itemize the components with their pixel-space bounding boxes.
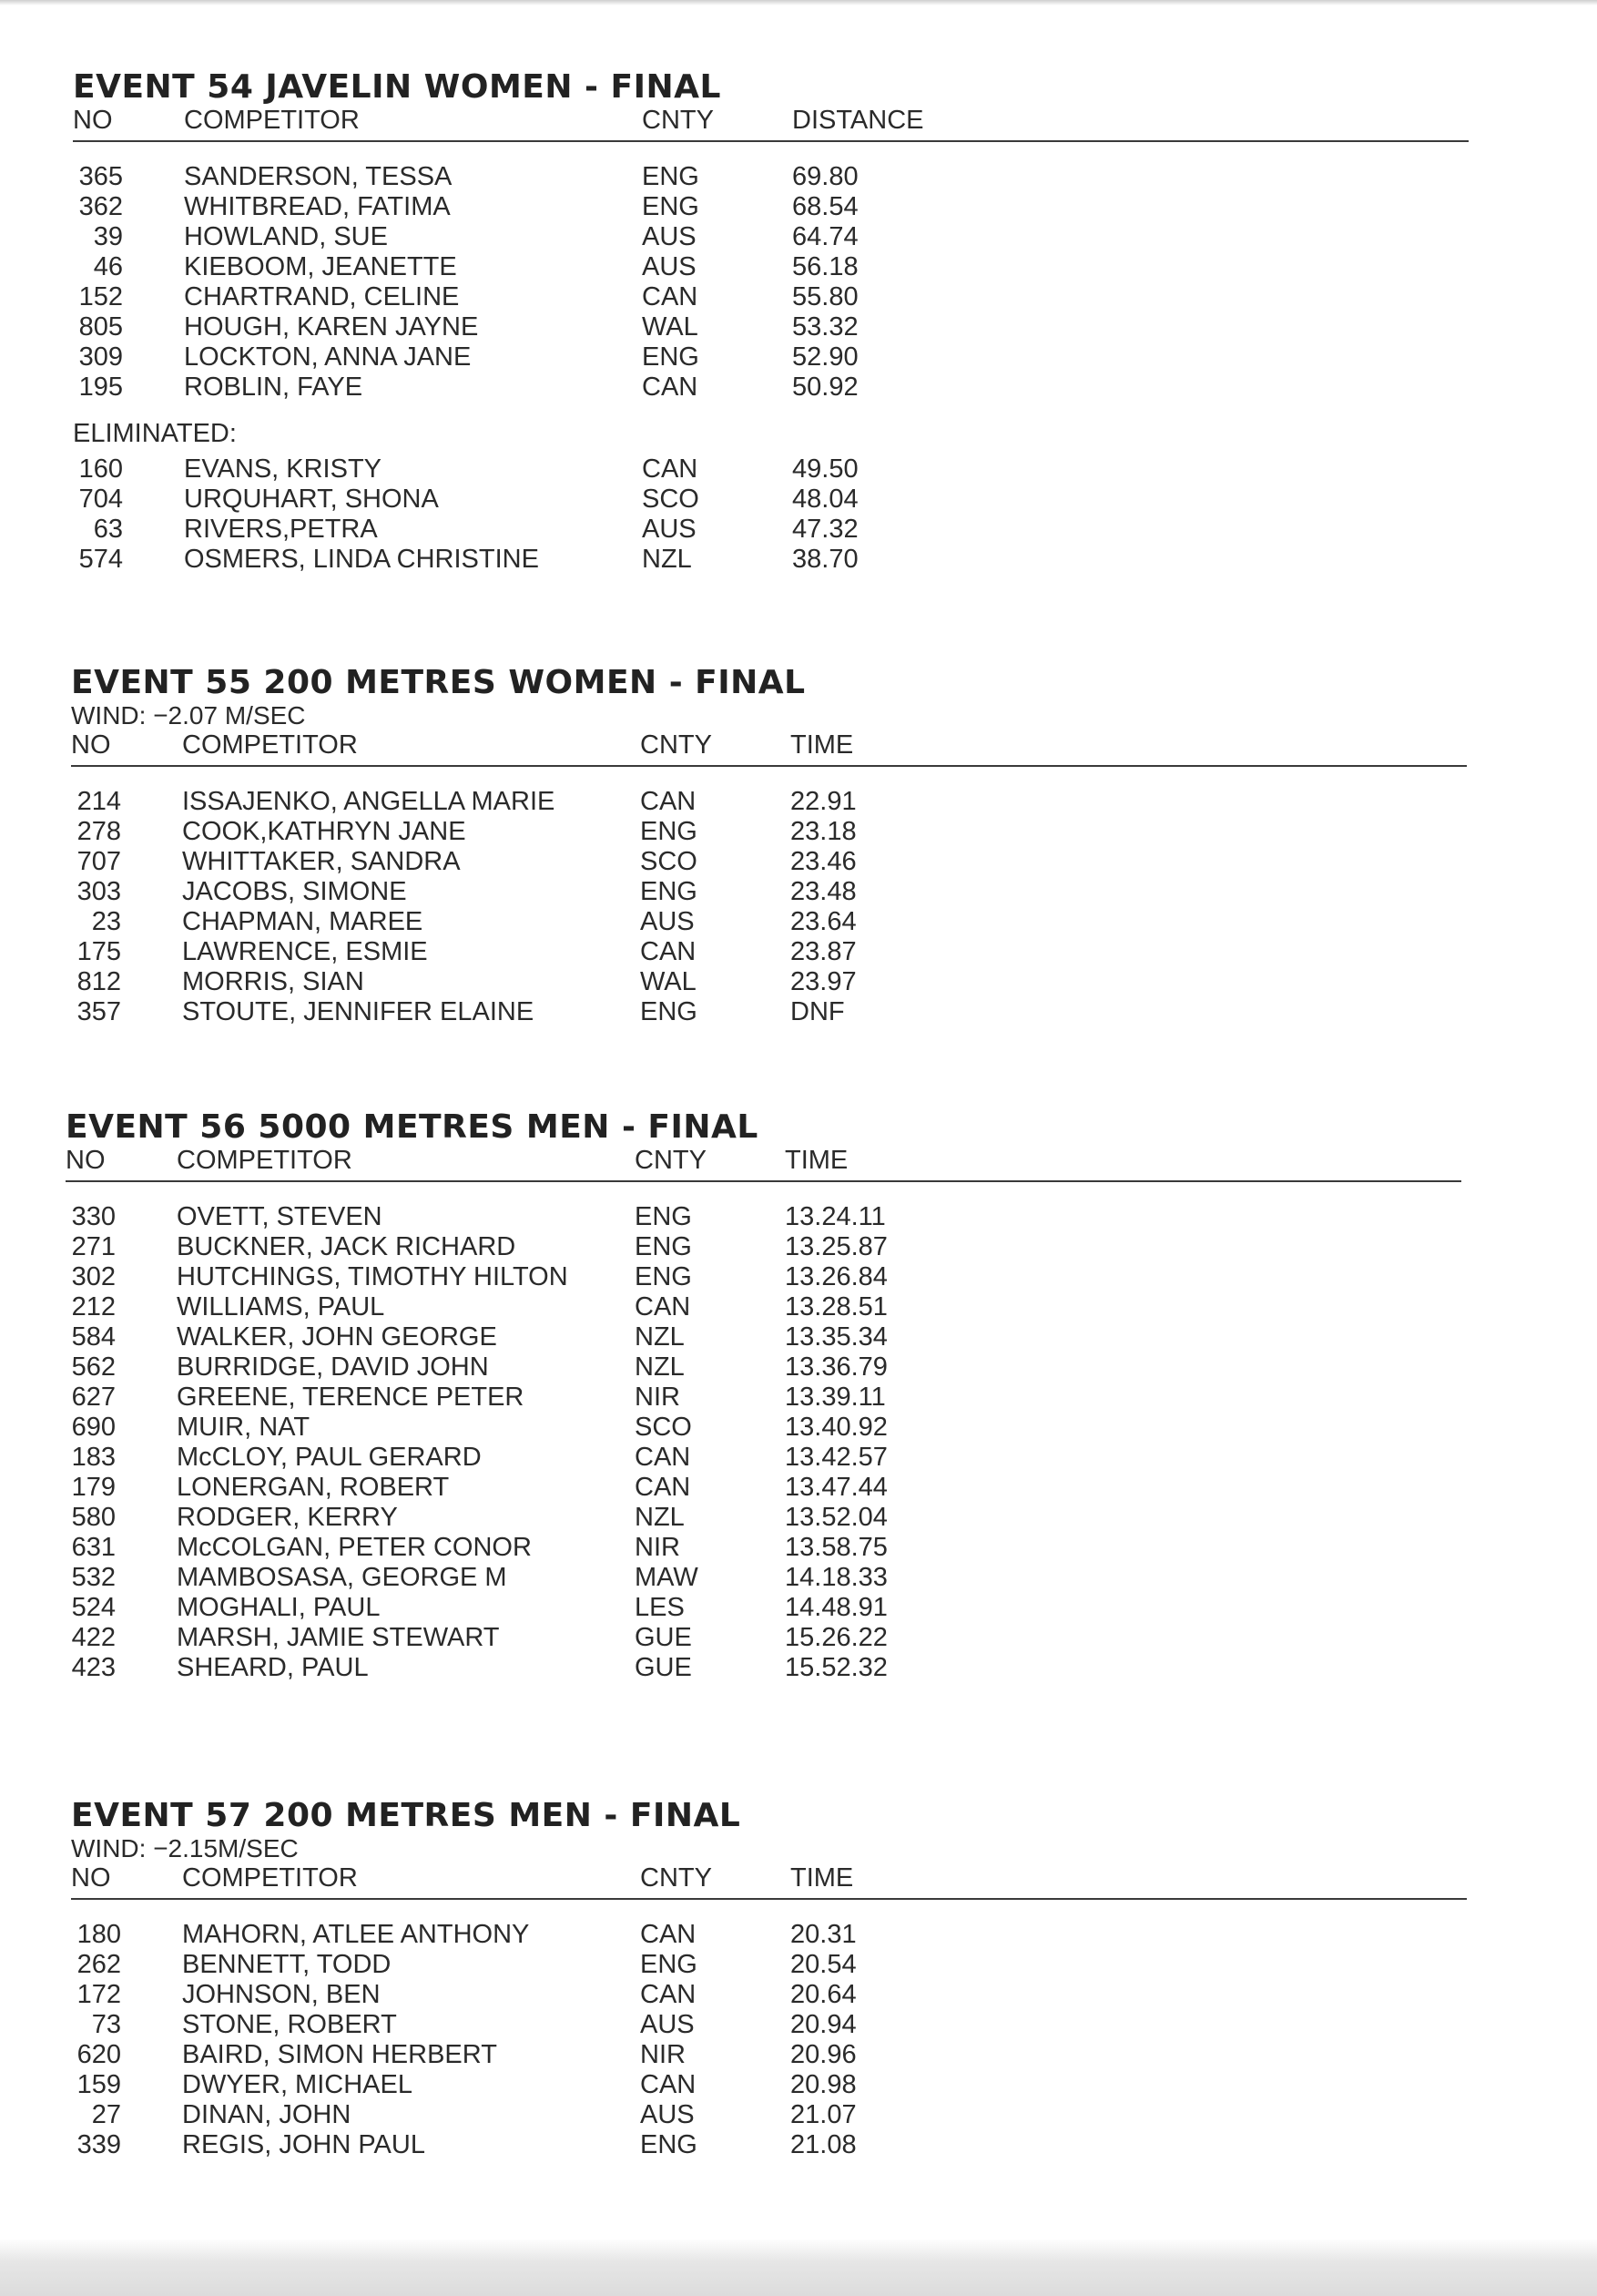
competitor-name: CHAPMAN, MAREE bbox=[182, 907, 423, 936]
competitor-name: DWYER, MICHAEL bbox=[182, 2070, 412, 2099]
result-row bbox=[73, 162, 1475, 192]
column-headers bbox=[71, 1863, 1473, 1896]
event-title: EVENT 56 5000 METRES MEN - FINAL bbox=[66, 1108, 758, 1146]
header-rule bbox=[71, 765, 1467, 767]
country-code: SCO bbox=[642, 485, 699, 514]
country-code: AUS bbox=[640, 2010, 695, 2039]
competitor-number: 195 bbox=[78, 372, 123, 402]
competitor-name: MAHORN, ATLEE ANTHONY bbox=[182, 1920, 530, 1949]
country-code: NZL bbox=[642, 545, 692, 574]
competitor-name: LONERGAN, ROBERT bbox=[177, 1473, 450, 1502]
result-value: 68.54 bbox=[792, 192, 859, 221]
competitor-number: 302 bbox=[71, 1262, 116, 1291]
result-value: 52.90 bbox=[792, 342, 859, 372]
competitor-name: MORRIS, SIAN bbox=[182, 967, 364, 996]
header-distance: DISTANCE bbox=[792, 106, 924, 135]
result-value: 64.74 bbox=[792, 222, 859, 251]
result-row bbox=[73, 515, 1475, 545]
header-cnty: CNTY bbox=[640, 730, 712, 760]
result-row bbox=[73, 485, 1475, 515]
competitor-number: 805 bbox=[78, 312, 123, 342]
result-value: 38.70 bbox=[792, 545, 859, 574]
competitor-number: 362 bbox=[78, 192, 123, 221]
result-value: 13.28.51 bbox=[785, 1292, 888, 1321]
competitor-number: 812 bbox=[76, 967, 121, 996]
result-value: 20.96 bbox=[790, 2040, 857, 2069]
event-54-section bbox=[73, 69, 1475, 575]
result-row bbox=[71, 2010, 1473, 2040]
result-row bbox=[71, 2100, 1473, 2130]
result-value: 13.52.04 bbox=[785, 1503, 888, 1532]
result-value: 15.52.32 bbox=[785, 1653, 888, 1682]
result-value: 13.39.11 bbox=[785, 1383, 886, 1412]
event-56-section bbox=[66, 1109, 1468, 1683]
result-row bbox=[66, 1623, 1468, 1653]
result-row bbox=[71, 997, 1473, 1027]
competitor-name: WALKER, JOHN GEORGE bbox=[177, 1322, 497, 1352]
column-headers bbox=[73, 106, 1475, 138]
country-code: NZL bbox=[635, 1352, 685, 1382]
competitor-number: 175 bbox=[76, 937, 121, 966]
result-value: 23.18 bbox=[790, 817, 857, 846]
competitor-number: 532 bbox=[71, 1563, 116, 1592]
country-code: CAN bbox=[642, 282, 698, 311]
header-time: TIME bbox=[785, 1146, 849, 1175]
country-code: GUE bbox=[635, 1623, 692, 1652]
result-value: 23.46 bbox=[790, 847, 857, 876]
competitor-name: OVETT, STEVEN bbox=[177, 1202, 382, 1231]
result-value: 20.31 bbox=[790, 1920, 857, 1949]
results-list bbox=[73, 162, 1475, 403]
country-code: WAL bbox=[640, 967, 697, 996]
header-competitor: COMPETITOR bbox=[182, 730, 358, 760]
country-code: ENG bbox=[640, 1950, 697, 1979]
result-row bbox=[66, 1383, 1468, 1413]
competitor-number: 271 bbox=[71, 1232, 116, 1261]
competitor-number: 422 bbox=[71, 1623, 116, 1652]
country-code: CAN bbox=[640, 1980, 697, 2009]
event-title: EVENT 57 200 METRES MEN - FINAL bbox=[71, 1797, 741, 1834]
country-code: ENG bbox=[635, 1202, 692, 1231]
competitor-name: STOUTE, JENNIFER ELAINE bbox=[182, 997, 534, 1026]
country-code: ENG bbox=[640, 817, 697, 846]
result-row bbox=[73, 342, 1475, 372]
result-row bbox=[66, 1292, 1468, 1322]
country-code: CAN bbox=[640, 2070, 697, 2099]
result-row bbox=[71, 967, 1473, 997]
result-row bbox=[71, 877, 1473, 907]
eliminated-list bbox=[73, 454, 1475, 575]
result-value: 14.48.91 bbox=[785, 1593, 888, 1622]
country-code: CAN bbox=[635, 1473, 691, 1502]
column-headers bbox=[71, 730, 1473, 763]
page-bottom-edge bbox=[0, 2239, 1597, 2296]
competitor-name: MOGHALI, PAUL bbox=[177, 1593, 381, 1622]
result-value: 23.87 bbox=[790, 937, 857, 966]
country-code: ENG bbox=[640, 2130, 697, 2159]
result-value: 55.80 bbox=[792, 282, 859, 311]
result-value: 23.97 bbox=[790, 967, 857, 996]
competitor-number: 309 bbox=[78, 342, 123, 372]
result-row bbox=[66, 1202, 1468, 1232]
country-code: NZL bbox=[635, 1503, 685, 1532]
result-row bbox=[71, 907, 1473, 937]
competitor-name: MUIR, NAT bbox=[177, 1413, 310, 1442]
result-value: 13.58.75 bbox=[785, 1533, 888, 1562]
result-row bbox=[73, 312, 1475, 342]
result-row bbox=[73, 222, 1475, 252]
competitor-name: HOWLAND, SUE bbox=[184, 222, 388, 251]
event-title: EVENT 54 JAVELIN WOMEN - FINAL bbox=[73, 68, 721, 106]
result-row bbox=[66, 1262, 1468, 1292]
competitor-number: 180 bbox=[76, 1920, 121, 1949]
competitor-name: CHARTRAND, CELINE bbox=[184, 282, 460, 311]
competitor-number: 278 bbox=[76, 817, 121, 846]
result-value: 13.24.11 bbox=[785, 1202, 886, 1231]
competitor-number: 183 bbox=[71, 1443, 116, 1472]
competitor-name: BURRIDGE, DAVID JOHN bbox=[177, 1352, 489, 1382]
result-row bbox=[71, 1920, 1473, 1950]
competitor-number: 212 bbox=[71, 1292, 116, 1321]
event-57-section bbox=[71, 1798, 1473, 2160]
competitor-number: 524 bbox=[71, 1593, 116, 1622]
country-code: ENG bbox=[635, 1262, 692, 1291]
result-value: 20.94 bbox=[790, 2010, 857, 2039]
competitor-number: 39 bbox=[93, 222, 123, 251]
result-row bbox=[71, 847, 1473, 877]
eliminated-label: ELIMINATED: bbox=[73, 419, 237, 448]
competitor-name: STONE, ROBERT bbox=[182, 2010, 397, 2039]
result-row bbox=[66, 1473, 1468, 1503]
competitor-name: WILLIAMS, PAUL bbox=[177, 1292, 385, 1321]
competitor-number: 704 bbox=[78, 485, 123, 514]
competitor-name: BAIRD, SIMON HERBERT bbox=[182, 2040, 497, 2069]
result-row bbox=[66, 1653, 1468, 1683]
country-code: CAN bbox=[642, 372, 698, 402]
result-value: 69.80 bbox=[792, 162, 859, 191]
header-rule bbox=[71, 1898, 1467, 1900]
result-row bbox=[66, 1232, 1468, 1262]
result-row bbox=[66, 1593, 1468, 1623]
competitor-name: WHITTAKER, SANDRA bbox=[182, 847, 461, 876]
result-row bbox=[71, 817, 1473, 847]
competitor-name: HOUGH, KAREN JAYNE bbox=[184, 312, 479, 342]
competitor-number: 303 bbox=[76, 877, 121, 906]
result-value: 13.40.92 bbox=[785, 1413, 888, 1442]
result-value: 23.48 bbox=[790, 877, 857, 906]
result-value: 53.32 bbox=[792, 312, 859, 342]
country-code: ENG bbox=[642, 192, 699, 221]
competitor-name: COOK,KATHRYN JANE bbox=[182, 817, 466, 846]
competitor-name: LAWRENCE, ESMIE bbox=[182, 937, 428, 966]
result-row bbox=[73, 252, 1475, 282]
result-row bbox=[71, 787, 1473, 817]
competitor-name: BUCKNER, JACK RICHARD bbox=[177, 1232, 516, 1261]
country-code: ENG bbox=[642, 342, 699, 372]
competitor-name: RODGER, KERRY bbox=[177, 1503, 398, 1532]
result-row bbox=[66, 1352, 1468, 1383]
result-row bbox=[71, 937, 1473, 967]
competitor-name: WHITBREAD, FATIMA bbox=[184, 192, 451, 221]
result-value: 13.25.87 bbox=[785, 1232, 888, 1261]
country-code: GUE bbox=[635, 1653, 692, 1682]
competitor-number: 707 bbox=[76, 847, 121, 876]
competitor-number: 584 bbox=[71, 1322, 116, 1352]
country-code: NIR bbox=[640, 2040, 686, 2069]
result-row bbox=[73, 545, 1475, 575]
event-title: EVENT 55 200 METRES WOMEN - FINAL bbox=[71, 664, 806, 701]
result-row bbox=[66, 1533, 1468, 1563]
header-no: NO bbox=[71, 730, 111, 760]
country-code: ENG bbox=[640, 997, 697, 1026]
competitor-number: 562 bbox=[71, 1352, 116, 1382]
result-row bbox=[66, 1443, 1468, 1473]
competitor-number: 631 bbox=[71, 1533, 116, 1562]
result-value: 13.36.79 bbox=[785, 1352, 888, 1382]
country-code: ENG bbox=[635, 1232, 692, 1261]
country-code: MAW bbox=[635, 1563, 698, 1592]
competitor-name: ISSAJENKO, ANGELLA MARIE bbox=[182, 787, 555, 816]
competitor-number: 27 bbox=[91, 2100, 121, 2129]
competitor-name: McCOLGAN, PETER CONOR bbox=[177, 1533, 532, 1562]
competitor-number: 152 bbox=[78, 282, 123, 311]
country-code: AUS bbox=[642, 515, 697, 544]
result-value: 22.91 bbox=[790, 787, 857, 816]
competitor-name: HUTCHINGS, TIMOTHY HILTON bbox=[177, 1262, 568, 1291]
result-value: 13.35.34 bbox=[785, 1322, 888, 1352]
header-cnty: CNTY bbox=[642, 106, 714, 135]
result-row bbox=[66, 1413, 1468, 1443]
result-value: 20.64 bbox=[790, 1980, 857, 2009]
country-code: AUS bbox=[642, 252, 697, 281]
result-value: 50.92 bbox=[792, 372, 859, 402]
competitor-name: GREENE, TERENCE PETER bbox=[177, 1383, 524, 1412]
competitor-number: 423 bbox=[71, 1653, 116, 1682]
result-row bbox=[71, 1950, 1473, 1980]
country-code: NIR bbox=[635, 1533, 680, 1562]
competitor-name: RIVERS,PETRA bbox=[184, 515, 378, 544]
country-code: CAN bbox=[642, 454, 698, 484]
result-row bbox=[73, 372, 1475, 403]
header-no: NO bbox=[66, 1146, 106, 1175]
competitor-number: 357 bbox=[76, 997, 121, 1026]
competitor-number: 620 bbox=[76, 2040, 121, 2069]
country-code: ENG bbox=[642, 162, 699, 191]
competitor-name: KIEBOOM, JEANETTE bbox=[184, 252, 457, 281]
competitor-number: 160 bbox=[78, 454, 123, 484]
competitor-number: 159 bbox=[76, 2070, 121, 2099]
wind-reading: WIND: −2.15M/SEC bbox=[71, 1834, 299, 1862]
result-row bbox=[66, 1503, 1468, 1533]
results-list bbox=[71, 787, 1473, 1027]
competitor-number: 23 bbox=[91, 907, 121, 936]
competitor-name: EVANS, KRISTY bbox=[184, 454, 382, 484]
competitor-name: OSMERS, LINDA CHRISTINE bbox=[184, 545, 539, 574]
header-competitor: COMPETITOR bbox=[184, 106, 360, 135]
result-row bbox=[71, 2040, 1473, 2070]
header-rule bbox=[73, 140, 1469, 142]
header-time: TIME bbox=[790, 1863, 854, 1893]
competitor-number: 365 bbox=[78, 162, 123, 191]
country-code: CAN bbox=[640, 937, 697, 966]
header-rule bbox=[66, 1180, 1461, 1182]
result-value: 15.26.22 bbox=[785, 1623, 888, 1652]
result-value: 56.18 bbox=[792, 252, 859, 281]
country-code: NIR bbox=[635, 1383, 680, 1412]
country-code: SCO bbox=[640, 847, 697, 876]
competitor-number: 63 bbox=[93, 515, 123, 544]
result-value: 21.08 bbox=[790, 2130, 857, 2159]
country-code: CAN bbox=[635, 1443, 691, 1472]
result-row bbox=[71, 2070, 1473, 2100]
competitor-number: 627 bbox=[71, 1383, 116, 1412]
country-code: SCO bbox=[635, 1413, 692, 1442]
result-row bbox=[66, 1322, 1468, 1352]
result-row bbox=[71, 1980, 1473, 2010]
competitor-number: 330 bbox=[71, 1202, 116, 1231]
result-row bbox=[73, 192, 1475, 222]
country-code: AUS bbox=[642, 222, 697, 251]
competitor-name: MARSH, JAMIE STEWART bbox=[177, 1623, 500, 1652]
header-cnty: CNTY bbox=[635, 1146, 707, 1175]
result-value: 23.64 bbox=[790, 907, 857, 936]
header-competitor: COMPETITOR bbox=[182, 1863, 358, 1893]
competitor-number: 690 bbox=[71, 1413, 116, 1442]
competitor-name: JACOBS, SIMONE bbox=[182, 877, 407, 906]
competitor-number: 262 bbox=[76, 1950, 121, 1979]
country-code: CAN bbox=[640, 787, 697, 816]
country-code: CAN bbox=[640, 1920, 697, 1949]
country-code: AUS bbox=[640, 907, 695, 936]
result-value: 20.54 bbox=[790, 1950, 857, 1979]
result-value: 21.07 bbox=[790, 2100, 857, 2129]
competitor-number: 46 bbox=[93, 252, 123, 281]
header-cnty: CNTY bbox=[640, 1863, 712, 1893]
page-top-edge bbox=[0, 0, 1597, 5]
competitor-number: 179 bbox=[71, 1473, 116, 1502]
competitor-name: LOCKTON, ANNA JANE bbox=[184, 342, 472, 372]
country-code: AUS bbox=[640, 2100, 695, 2129]
competitor-number: 339 bbox=[76, 2130, 121, 2159]
country-code: NZL bbox=[635, 1322, 685, 1352]
result-row bbox=[73, 454, 1475, 485]
result-row bbox=[66, 1563, 1468, 1593]
competitor-name: McCLOY, PAUL GERARD bbox=[177, 1443, 482, 1472]
competitor-name: BENNETT, TODD bbox=[182, 1950, 392, 1979]
country-code: CAN bbox=[635, 1292, 691, 1321]
competitor-name: JOHNSON, BEN bbox=[182, 1980, 381, 2009]
result-value: 13.42.57 bbox=[785, 1443, 888, 1472]
competitor-name: REGIS, JOHN PAUL bbox=[182, 2130, 425, 2159]
event-55-section bbox=[71, 665, 1473, 1027]
results-list bbox=[66, 1202, 1468, 1683]
result-row bbox=[71, 2130, 1473, 2160]
result-value: 13.26.84 bbox=[785, 1262, 888, 1291]
competitor-name: DINAN, JOHN bbox=[182, 2100, 351, 2129]
results-list bbox=[71, 1920, 1473, 2160]
competitor-name: ROBLIN, FAYE bbox=[184, 372, 363, 402]
result-value: 20.98 bbox=[790, 2070, 857, 2099]
competitor-name: SANDERSON, TESSA bbox=[184, 162, 453, 191]
competitor-name: MAMBOSASA, GEORGE M bbox=[177, 1563, 507, 1592]
result-row bbox=[73, 282, 1475, 312]
competitor-name: URQUHART, SHONA bbox=[184, 485, 439, 514]
competitor-number: 73 bbox=[91, 2010, 121, 2039]
competitor-number: 580 bbox=[71, 1503, 116, 1532]
country-code: LES bbox=[635, 1593, 685, 1622]
competitor-number: 214 bbox=[76, 787, 121, 816]
competitor-name: SHEARD, PAUL bbox=[177, 1653, 369, 1682]
header-no: NO bbox=[73, 106, 113, 135]
result-value: 13.47.44 bbox=[785, 1473, 888, 1502]
result-value: 14.18.33 bbox=[785, 1563, 888, 1592]
result-value: 47.32 bbox=[792, 515, 859, 544]
competitor-number: 172 bbox=[76, 1980, 121, 2009]
wind-reading: WIND: −2.07 M/SEC bbox=[71, 701, 306, 730]
header-competitor: COMPETITOR bbox=[177, 1146, 352, 1175]
result-value: DNF bbox=[790, 997, 845, 1026]
competitor-number: 574 bbox=[78, 545, 123, 574]
header-time: TIME bbox=[790, 730, 854, 760]
country-code: ENG bbox=[640, 877, 697, 906]
country-code: WAL bbox=[642, 312, 698, 342]
column-headers bbox=[66, 1146, 1468, 1179]
result-value: 48.04 bbox=[792, 485, 859, 514]
header-no: NO bbox=[71, 1863, 111, 1893]
result-value: 49.50 bbox=[792, 454, 859, 484]
